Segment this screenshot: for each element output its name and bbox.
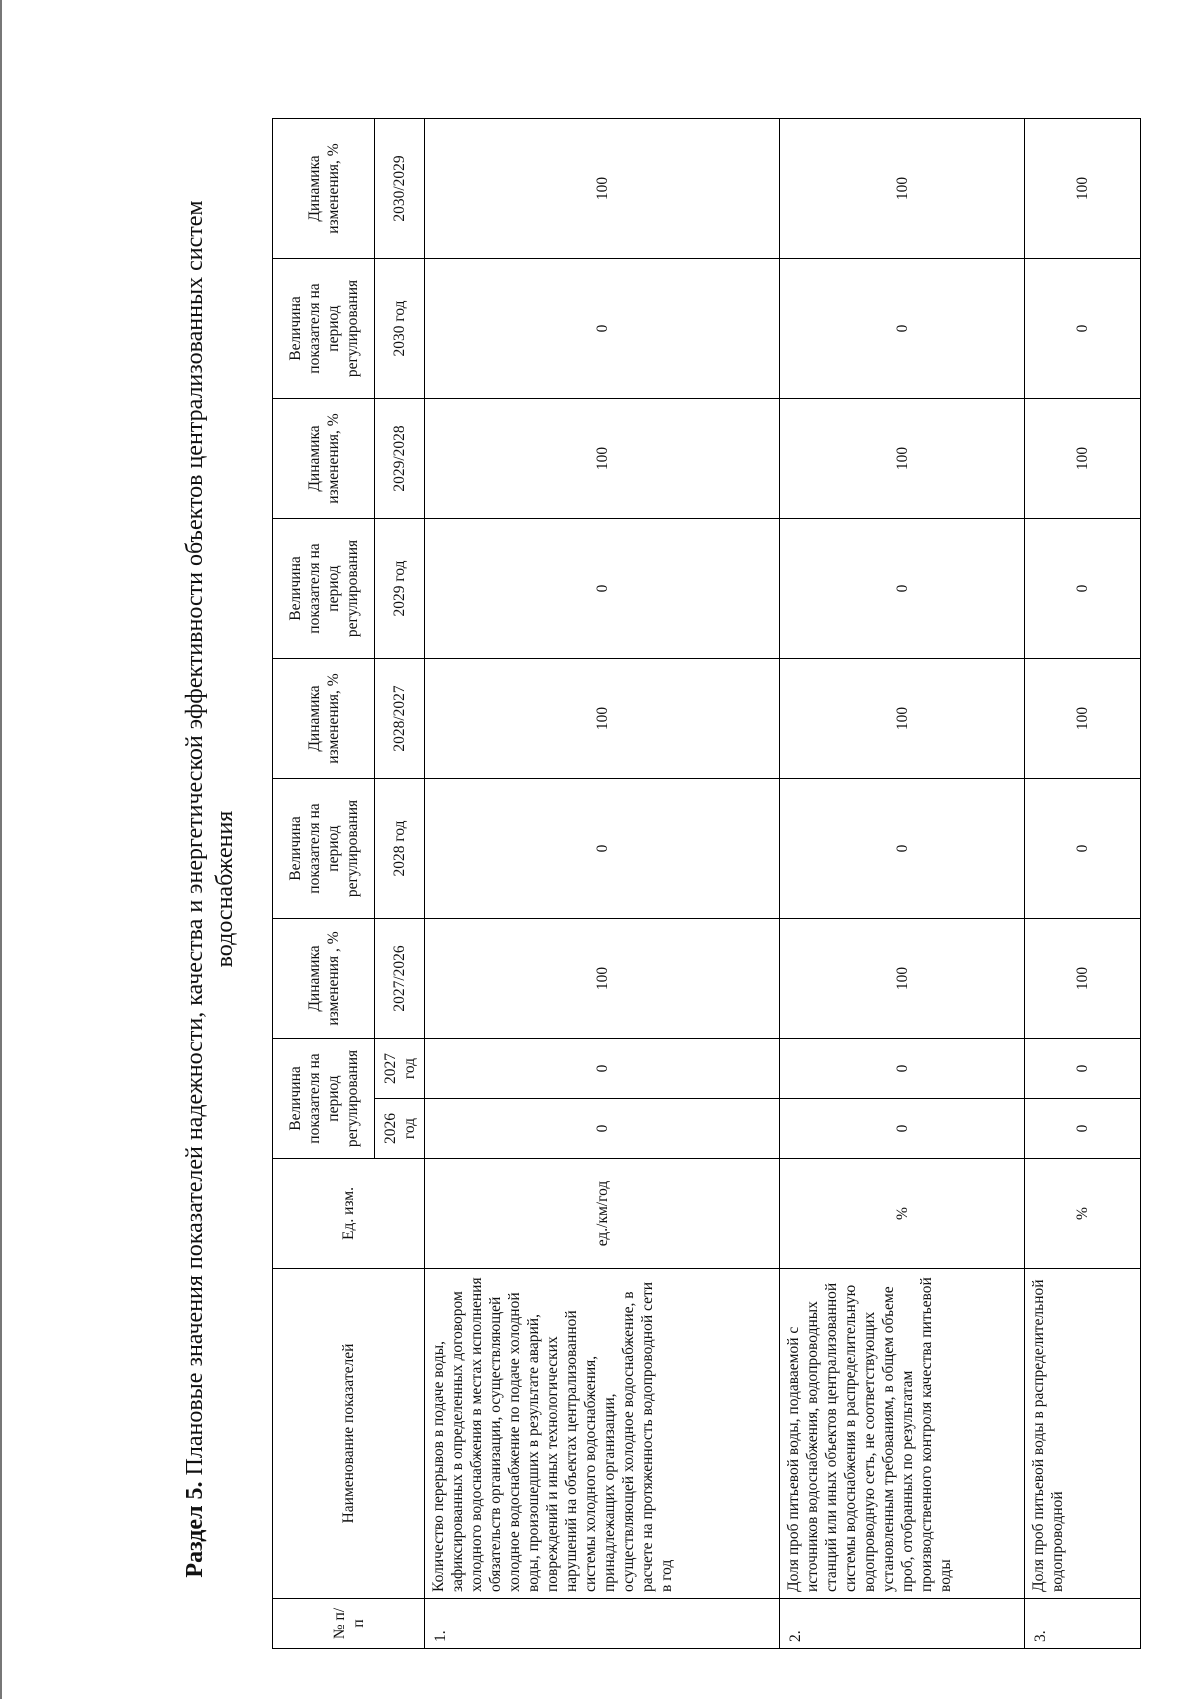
cell-dynamics-2030: 100 [1025, 119, 1141, 259]
cell-value-2026: 0 [1025, 1099, 1141, 1159]
cell-dynamics-2030: 100 [780, 119, 1025, 259]
row-unit: ед./км/год [425, 1159, 780, 1269]
header-value-2029: Величина показателя на период регулирования [273, 519, 375, 659]
cell-dynamics-2029: 100 [425, 399, 780, 519]
row-name: Количество перерывов в подаче воды, зафиксированных в определенных договором холодного водоснабжения в местах исполнения обязательств организации, осуществляющей холодное водоснабжение по подаче холодной воды, произошедших в результате аварий, повреждений и иных технологических нарушений на объектах централизованной системы холодного водоснабжения, принадлежащих организации, осуществляющей холодное водоснабжение, в расчете на протяженность водопроводной сети в год [425, 1269, 780, 1599]
cell-dynamics-2027: 100 [425, 919, 780, 1039]
subheader-year-2029: 2029 год [375, 519, 425, 659]
table-row [425, 119, 780, 1649]
cell-value-2030: 0 [425, 259, 780, 399]
cell-dynamics-2029: 100 [1025, 399, 1141, 519]
cell-value-2026: 0 [425, 1099, 780, 1159]
cell-value-2030: 0 [1025, 259, 1141, 399]
cell-value-2029: 0 [425, 519, 780, 659]
subheader-year-2030: 2030 год [375, 259, 425, 399]
subheader-year-2027: 2027 год [375, 1039, 425, 1099]
cell-dynamics-2027: 100 [780, 919, 1025, 1039]
section-heading: Плановые значения показателей надежности, качества и энергетической эффективности объектов централизованных систем водоснабжения [182, 200, 238, 1476]
header-value-2026-2027: Величина показателя на период регулирования [273, 1039, 375, 1159]
header-num: № п/п [273, 1599, 425, 1649]
row-num: 1. [425, 1599, 780, 1649]
row-unit: % [1025, 1159, 1141, 1269]
header-value-2030: Величина показателя на период регулирования [273, 259, 375, 399]
cell-dynamics-2029: 100 [780, 399, 1025, 519]
subheader-ratio-2028: 2028/2027 [375, 659, 425, 779]
cell-value-2029: 0 [1025, 519, 1141, 659]
row-unit: % [780, 1159, 1025, 1269]
indicators-table [272, 118, 1141, 1649]
header-dynamics-2029: Динамика изменения, % [273, 399, 375, 519]
cell-value-2027: 0 [425, 1039, 780, 1099]
table-row [780, 119, 1025, 1649]
row-num: 2. [780, 1599, 1025, 1649]
row-name: Доля проб питьевой воды в распределительной водопроводной [1025, 1269, 1141, 1599]
cell-dynamics-2028: 100 [425, 659, 780, 779]
header-dynamics-2028: Динамика изменения, % [273, 659, 375, 779]
row-num: 3. [1025, 1599, 1141, 1649]
cell-value-2030: 0 [780, 259, 1025, 399]
cell-dynamics-2027: 100 [1025, 919, 1141, 1039]
subheader-ratio-2027: 2027/2026 [375, 919, 425, 1039]
cell-value-2029: 0 [780, 519, 1025, 659]
cell-value-2026: 0 [780, 1099, 1025, 1159]
cell-dynamics-2028: 100 [780, 659, 1025, 779]
subheader-ratio-2029: 2029/2028 [375, 399, 425, 519]
header-name: Наименование показателей [273, 1269, 425, 1599]
cell-value-2027: 0 [780, 1039, 1025, 1099]
subheader-year-2026: 2026 год [375, 1099, 425, 1159]
header-value-2028: Величина показателя на период регулирования [273, 779, 375, 919]
cell-value-2028: 0 [1025, 779, 1141, 919]
table-row [1025, 119, 1141, 1649]
row-name: Доля проб питьевой воды, подаваемой с источников водоснабжения, водопроводных станций или иных объектов централизованной системы водоснабжения в распределительную водопроводную сеть, не соответствующих установленным требованиям, в общем объеме проб, отобранных по результатам производственного контроля качества питьевой воды [780, 1269, 1025, 1599]
cell-value-2027: 0 [1025, 1039, 1141, 1099]
header-dynamics-2030: Динамика изменения, % [273, 119, 375, 259]
cell-value-2028: 0 [425, 779, 780, 919]
header-dynamics-2027: Динамика изменения , % [273, 919, 375, 1039]
subheader-year-2028: 2028 год [375, 779, 425, 919]
cell-dynamics-2030: 100 [425, 119, 780, 259]
subheader-ratio-2030: 2030/2029 [375, 119, 425, 259]
header-unit: Ед. изм. [273, 1159, 425, 1269]
section-title [180, 159, 240, 1619]
cell-dynamics-2028: 100 [1025, 659, 1141, 779]
section-number: Раздел 5. [182, 1481, 208, 1578]
cell-value-2028: 0 [780, 779, 1025, 919]
